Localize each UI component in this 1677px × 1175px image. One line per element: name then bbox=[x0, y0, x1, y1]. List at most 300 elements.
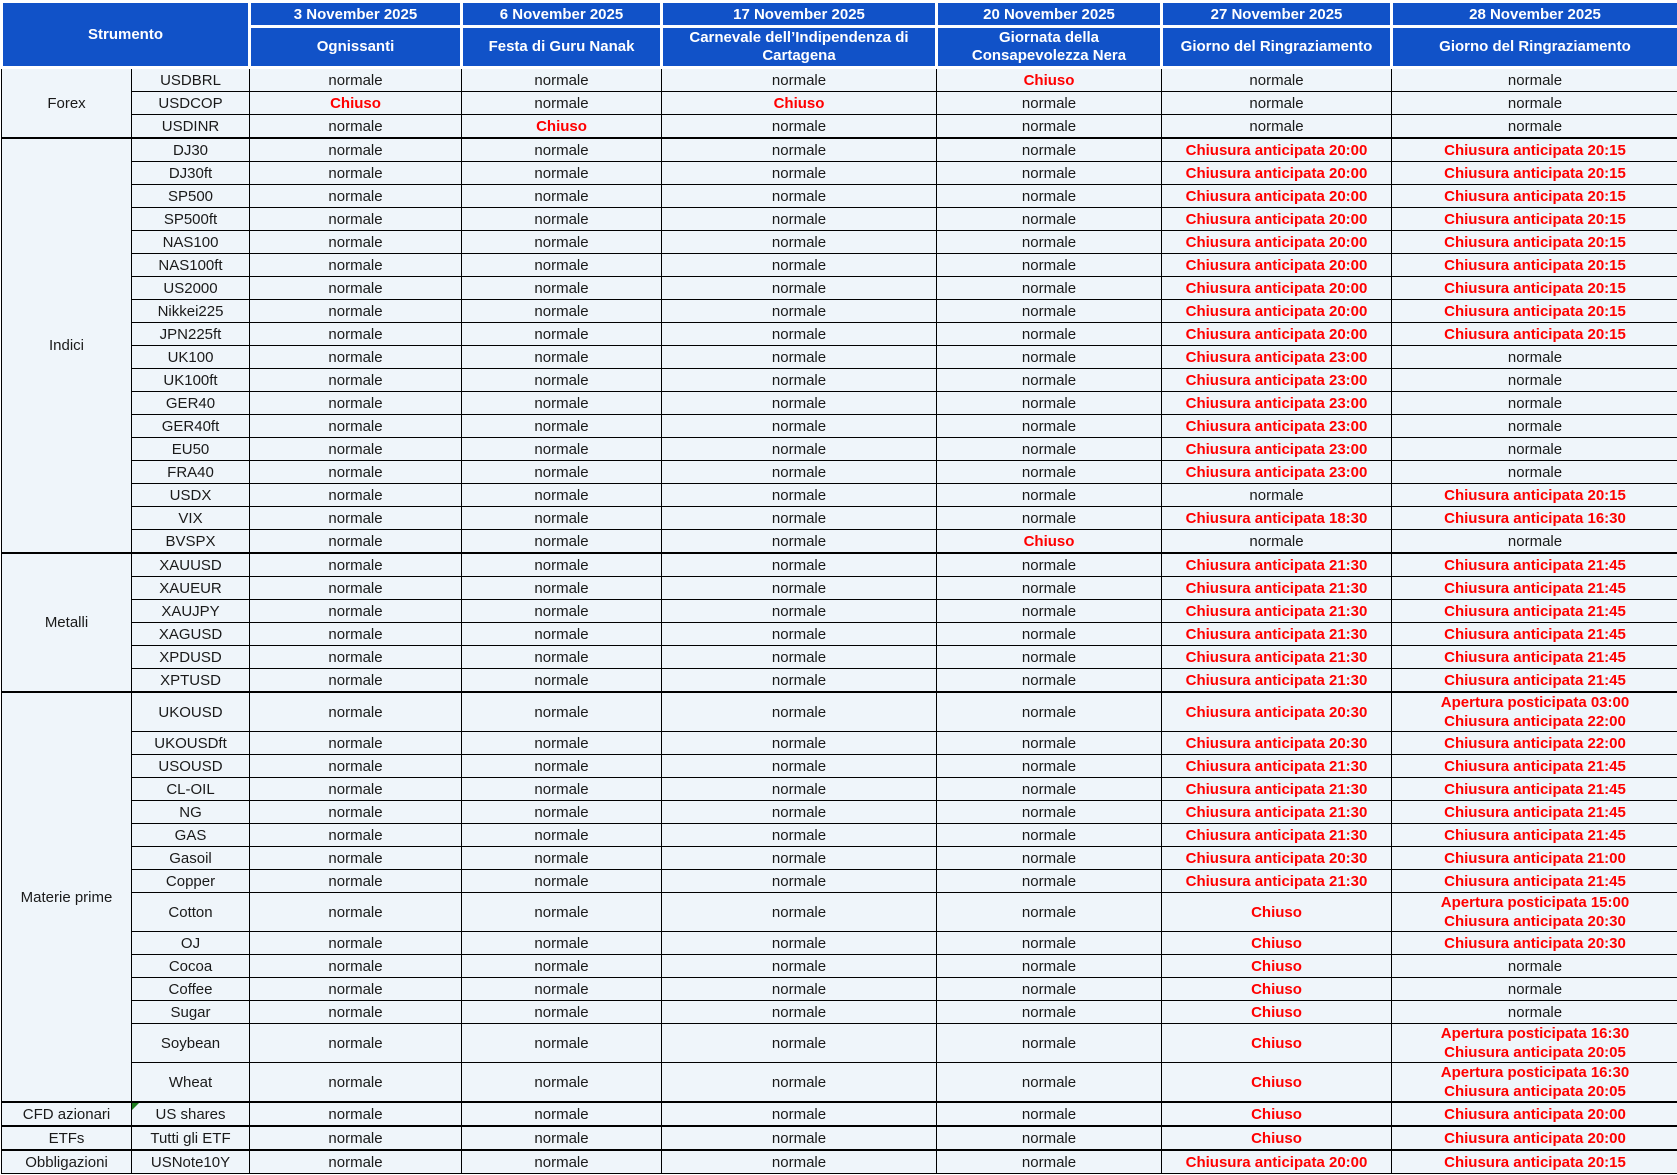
schedule-cell-usdcop-5: normale bbox=[1392, 92, 1677, 115]
schedule-cell-ukousdft-1: normale bbox=[462, 732, 662, 755]
schedule-cell-usdx-0: normale bbox=[250, 484, 462, 507]
schedule-cell-sp500ft-1: normale bbox=[462, 208, 662, 231]
schedule-cell-ger40-5: normale bbox=[1392, 392, 1677, 415]
schedule-cell-wheat-3: normale bbox=[937, 1063, 1162, 1103]
schedule-cell-cl-oil-4: Chiusura anticipata 21:30 bbox=[1162, 778, 1392, 801]
header-holiday-row bbox=[2, 27, 1677, 68]
instrument-cell-usdbrl: USDBRL bbox=[132, 68, 250, 92]
schedule-cell-gasoil-2: normale bbox=[662, 847, 937, 870]
schedule-cell-usdbrl-5: normale bbox=[1392, 68, 1677, 92]
schedule-cell-sugar-2: normale bbox=[662, 1001, 937, 1024]
schedule-cell-us-shares-4: Chiuso bbox=[1162, 1102, 1392, 1126]
schedule-cell-usnote10y-3: normale bbox=[937, 1150, 1162, 1174]
table-row-gasoil bbox=[2, 847, 1677, 870]
schedule-cell-usousd-2: normale bbox=[662, 755, 937, 778]
schedule-cell-xagusd-3: normale bbox=[937, 623, 1162, 646]
table-row-usdinr bbox=[2, 115, 1677, 139]
schedule-cell-xagusd-0: normale bbox=[250, 623, 462, 646]
schedule-cell-nas100ft-1: normale bbox=[462, 254, 662, 277]
schedule-cell-sp500ft-0: normale bbox=[250, 208, 462, 231]
table-row-xptusd bbox=[2, 669, 1677, 693]
schedule-cell-ukousd-2: normale bbox=[662, 692, 937, 732]
instrument-cell-ukousdft: UKOUSDft bbox=[132, 732, 250, 755]
schedule-cell-copper-3: normale bbox=[937, 870, 1162, 893]
schedule-cell-sp500ft-3: normale bbox=[937, 208, 1162, 231]
schedule-cell-ger40ft-2: normale bbox=[662, 415, 937, 438]
schedule-cell-ger40ft-4: Chiusura anticipata 23:00 bbox=[1162, 415, 1392, 438]
table-row-usdcop bbox=[2, 92, 1677, 115]
schedule-cell-nas100-2: normale bbox=[662, 231, 937, 254]
schedule-cell-us-shares-3: normale bbox=[937, 1102, 1162, 1126]
schedule-cell-xaueur-4: Chiusura anticipata 21:30 bbox=[1162, 577, 1392, 600]
schedule-cell-vix-2: normale bbox=[662, 507, 937, 530]
schedule-cell-uk100ft-5: normale bbox=[1392, 369, 1677, 392]
table-row-coffee bbox=[2, 978, 1677, 1001]
instrument-cell-ger40ft: GER40ft bbox=[132, 415, 250, 438]
schedule-cell-usdcop-1: normale bbox=[462, 92, 662, 115]
schedule-cell-sp500ft-4: Chiusura anticipata 20:00 bbox=[1162, 208, 1392, 231]
holiday-header-6-november-2025: Festa di Guru Nanak bbox=[462, 27, 662, 68]
instrument-cell-xaueur: XAUEUR bbox=[132, 577, 250, 600]
schedule-cell-sp500-0: normale bbox=[250, 185, 462, 208]
schedule-cell-us-shares-1: normale bbox=[462, 1102, 662, 1126]
schedule-cell-usdinr-1: Chiuso bbox=[462, 115, 662, 139]
schedule-cell-xaueur-1: normale bbox=[462, 577, 662, 600]
schedule-cell-ng-5: Chiusura anticipata 21:45 bbox=[1392, 801, 1677, 824]
table-row-ger40 bbox=[2, 392, 1677, 415]
instrument-cell-ng: NG bbox=[132, 801, 250, 824]
category-cell-materie-prime: Materie prime bbox=[2, 692, 132, 1102]
schedule-cell-dj30ft-2: normale bbox=[662, 162, 937, 185]
schedule-cell-xptusd-2: normale bbox=[662, 669, 937, 693]
schedule-cell-xpdusd-1: normale bbox=[462, 646, 662, 669]
schedule-cell-jpn225ft-2: normale bbox=[662, 323, 937, 346]
schedule-cell-bvspx-3: Chiuso bbox=[937, 530, 1162, 554]
schedule-cell-usdcop-3: normale bbox=[937, 92, 1162, 115]
instrument-cell-usdx: USDX bbox=[132, 484, 250, 507]
instrument-cell-cocoa: Cocoa bbox=[132, 955, 250, 978]
schedule-cell-sugar-4: Chiuso bbox=[1162, 1001, 1392, 1024]
schedule-cell-sp500-4: Chiusura anticipata 20:00 bbox=[1162, 185, 1392, 208]
schedule-cell-usdbrl-2: normale bbox=[662, 68, 937, 92]
schedule-cell-vix-5: Chiusura anticipata 16:30 bbox=[1392, 507, 1677, 530]
schedule-cell-xaujpy-2: normale bbox=[662, 600, 937, 623]
schedule-cell-usdbrl-3: Chiuso bbox=[937, 68, 1162, 92]
table-row-dj30ft bbox=[2, 162, 1677, 185]
schedule-cell-sp500ft-5: Chiusura anticipata 20:15 bbox=[1392, 208, 1677, 231]
schedule-cell-usdx-4: normale bbox=[1162, 484, 1392, 507]
holiday-header-17-november-2025: Carnevale dell’Indipendenza di Cartagena bbox=[662, 27, 937, 68]
schedule-cell-dj30-4: Chiusura anticipata 20:00 bbox=[1162, 138, 1392, 162]
schedule-cell-bvspx-4: normale bbox=[1162, 530, 1392, 554]
instrument-cell-gasoil: Gasoil bbox=[132, 847, 250, 870]
schedule-cell-xaujpy-5: Chiusura anticipata 21:45 bbox=[1392, 600, 1677, 623]
instrument-cell-usdcop: USDCOP bbox=[132, 92, 250, 115]
schedule-cell-uk100ft-3: normale bbox=[937, 369, 1162, 392]
instrument-cell-tutti-gli-etf: Tutti gli ETF bbox=[132, 1126, 250, 1150]
schedule-cell-bvspx-5: normale bbox=[1392, 530, 1677, 554]
schedule-cell-dj30ft-3: normale bbox=[937, 162, 1162, 185]
schedule-cell-xauusd-4: Chiusura anticipata 21:30 bbox=[1162, 553, 1392, 577]
corner-header-strumento: Strumento bbox=[2, 2, 250, 68]
table-row-fra40 bbox=[2, 461, 1677, 484]
schedule-cell-coffee-2: normale bbox=[662, 978, 937, 1001]
schedule-cell-eu50-2: normale bbox=[662, 438, 937, 461]
schedule-cell-tutti-gli-etf-0: normale bbox=[250, 1126, 462, 1150]
table-row-usousd bbox=[2, 755, 1677, 778]
schedule-cell-ger40ft-3: normale bbox=[937, 415, 1162, 438]
schedule-cell-jpn225ft-1: normale bbox=[462, 323, 662, 346]
instrument-cell-us2000: US2000 bbox=[132, 277, 250, 300]
schedule-cell-tutti-gli-etf-2: normale bbox=[662, 1126, 937, 1150]
schedule-cell-uk100-3: normale bbox=[937, 346, 1162, 369]
schedule-cell-nas100ft-0: normale bbox=[250, 254, 462, 277]
instrument-cell-soybean: Soybean bbox=[132, 1024, 250, 1063]
schedule-cell-cotton-3: normale bbox=[937, 893, 1162, 932]
schedule-cell-ng-1: normale bbox=[462, 801, 662, 824]
schedule-cell-uk100-4: Chiusura anticipata 23:00 bbox=[1162, 346, 1392, 369]
schedule-cell-bvspx-2: normale bbox=[662, 530, 937, 554]
instrument-cell-bvspx: BVSPX bbox=[132, 530, 250, 554]
schedule-cell-nikkei225-1: normale bbox=[462, 300, 662, 323]
schedule-cell-ger40-4: Chiusura anticipata 23:00 bbox=[1162, 392, 1392, 415]
schedule-cell-gasoil-0: normale bbox=[250, 847, 462, 870]
schedule-cell-usdbrl-4: normale bbox=[1162, 68, 1392, 92]
schedule-cell-cotton-5 bbox=[1392, 893, 1677, 932]
schedule-cell-uk100ft-4: Chiusura anticipata 23:00 bbox=[1162, 369, 1392, 392]
schedule-cell-xauusd-3: normale bbox=[937, 553, 1162, 577]
schedule-cell-cl-oil-5: Chiusura anticipata 21:45 bbox=[1392, 778, 1677, 801]
schedule-cell-dj30-5: Chiusura anticipata 20:15 bbox=[1392, 138, 1677, 162]
schedule-cell-dj30ft-5: Chiusura anticipata 20:15 bbox=[1392, 162, 1677, 185]
schedule-cell-usdinr-0: normale bbox=[250, 115, 462, 139]
table-row-xaujpy bbox=[2, 600, 1677, 623]
schedule-cell-sugar-5: normale bbox=[1392, 1001, 1677, 1024]
table-row-sugar bbox=[2, 1001, 1677, 1024]
schedule-cell-ukousd-5 bbox=[1392, 692, 1677, 732]
schedule-cell-us2000-3: normale bbox=[937, 277, 1162, 300]
schedule-cell-xpdusd-5: Chiusura anticipata 21:45 bbox=[1392, 646, 1677, 669]
schedule-cell-jpn225ft-5: Chiusura anticipata 20:15 bbox=[1392, 323, 1677, 346]
schedule-cell-copper-4: Chiusura anticipata 21:30 bbox=[1162, 870, 1392, 893]
instrument-cell-sp500: SP500 bbox=[132, 185, 250, 208]
schedule-cell-cl-oil-1: normale bbox=[462, 778, 662, 801]
table-row-dj30 bbox=[2, 138, 1677, 162]
table-row-ng bbox=[2, 801, 1677, 824]
date-header-27-november-2025: 27 November 2025 bbox=[1162, 2, 1392, 27]
instrument-cell-eu50: EU50 bbox=[132, 438, 250, 461]
schedule-cell-cocoa-4: Chiuso bbox=[1162, 955, 1392, 978]
schedule-cell-tutti-gli-etf-4: Chiuso bbox=[1162, 1126, 1392, 1150]
schedule-cell-gasoil-5: Chiusura anticipata 21:00 bbox=[1392, 847, 1677, 870]
instrument-cell-gas: GAS bbox=[132, 824, 250, 847]
schedule-cell-coffee-5: normale bbox=[1392, 978, 1677, 1001]
schedule-cell-xptusd-1: normale bbox=[462, 669, 662, 693]
schedule-cell-xaujpy-4: Chiusura anticipata 21:30 bbox=[1162, 600, 1392, 623]
schedule-cell-usdcop-2: Chiuso bbox=[662, 92, 937, 115]
table-row-sp500 bbox=[2, 185, 1677, 208]
schedule-cell-wheat-0: normale bbox=[250, 1063, 462, 1103]
schedule-cell-us-shares-2: normale bbox=[662, 1102, 937, 1126]
schedule-cell-wheat-5 bbox=[1392, 1063, 1677, 1103]
instrument-cell-nikkei225: Nikkei225 bbox=[132, 300, 250, 323]
schedule-cell-us2000-5: Chiusura anticipata 20:15 bbox=[1392, 277, 1677, 300]
schedule-cell-ng-4: Chiusura anticipata 21:30 bbox=[1162, 801, 1392, 824]
table-row-eu50 bbox=[2, 438, 1677, 461]
schedule-cell-usousd-5: Chiusura anticipata 21:45 bbox=[1392, 755, 1677, 778]
schedule-cell-usnote10y-5: Chiusura anticipata 20:15 bbox=[1392, 1150, 1677, 1174]
schedule-cell-fra40-1: normale bbox=[462, 461, 662, 484]
category-cell-forex: Forex bbox=[2, 68, 132, 139]
schedule-cell-ger40ft-0: normale bbox=[250, 415, 462, 438]
schedule-cell-dj30-3: normale bbox=[937, 138, 1162, 162]
schedule-cell-vix-1: normale bbox=[462, 507, 662, 530]
schedule-cell-ng-0: normale bbox=[250, 801, 462, 824]
table-row-usnote10y bbox=[2, 1150, 1677, 1174]
schedule-cell-cocoa-5: normale bbox=[1392, 955, 1677, 978]
schedule-cell-copper-5: Chiusura anticipata 21:45 bbox=[1392, 870, 1677, 893]
date-header-20-november-2025: 20 November 2025 bbox=[937, 2, 1162, 27]
table-row-uk100 bbox=[2, 346, 1677, 369]
schedule-cell-gas-2: normale bbox=[662, 824, 937, 847]
schedule-cell-ger40-1: normale bbox=[462, 392, 662, 415]
schedule-cell-cl-oil-2: normale bbox=[662, 778, 937, 801]
schedule-cell-ger40-0: normale bbox=[250, 392, 462, 415]
table-row-ukousd bbox=[2, 692, 1677, 732]
instrument-cell-usousd: USOUSD bbox=[132, 755, 250, 778]
schedule-cell-xaujpy-1: normale bbox=[462, 600, 662, 623]
schedule-cell-uk100ft-1: normale bbox=[462, 369, 662, 392]
schedule-cell-dj30ft-0: normale bbox=[250, 162, 462, 185]
instrument-cell-oj: OJ bbox=[132, 932, 250, 955]
table-row-nikkei225 bbox=[2, 300, 1677, 323]
instrument-cell-nas100: NAS100 bbox=[132, 231, 250, 254]
instrument-cell-xaujpy: XAUJPY bbox=[132, 600, 250, 623]
table-row-ukousdft bbox=[2, 732, 1677, 755]
instrument-cell-fra40: FRA40 bbox=[132, 461, 250, 484]
schedule-cell-ger40-2: normale bbox=[662, 392, 937, 415]
schedule-cell-usousd-4: Chiusura anticipata 21:30 bbox=[1162, 755, 1392, 778]
table-row-cotton bbox=[2, 893, 1677, 932]
schedule-cell-gas-3: normale bbox=[937, 824, 1162, 847]
schedule-cell-vix-3: normale bbox=[937, 507, 1162, 530]
schedule-cell-ukousdft-2: normale bbox=[662, 732, 937, 755]
schedule-cell-cocoa-0: normale bbox=[250, 955, 462, 978]
schedule-cell-uk100-5: normale bbox=[1392, 346, 1677, 369]
schedule-cell-nikkei225-5: Chiusura anticipata 20:15 bbox=[1392, 300, 1677, 323]
schedule-cell-bvspx-0: normale bbox=[250, 530, 462, 554]
category-cell-indici: Indici bbox=[2, 138, 132, 553]
schedule-cell-gasoil-3: normale bbox=[937, 847, 1162, 870]
schedule-cell-bvspx-1: normale bbox=[462, 530, 662, 554]
schedule-cell-sp500ft-2: normale bbox=[662, 208, 937, 231]
table-row-cocoa bbox=[2, 955, 1677, 978]
schedule-cell-oj-5: Chiusura anticipata 20:30 bbox=[1392, 932, 1677, 955]
schedule-cell-soybean-3: normale bbox=[937, 1024, 1162, 1063]
schedule-cell-xaujpy-0: normale bbox=[250, 600, 462, 623]
table-row-nas100ft bbox=[2, 254, 1677, 277]
schedule-cell-xaujpy-3: normale bbox=[937, 600, 1162, 623]
instrument-cell-us-shares: US shares bbox=[132, 1102, 250, 1126]
instrument-cell-coffee: Coffee bbox=[132, 978, 250, 1001]
schedule-cell-eu50-3: normale bbox=[937, 438, 1162, 461]
schedule-cell-xauusd-1: normale bbox=[462, 553, 662, 577]
schedule-cell-usousd-1: normale bbox=[462, 755, 662, 778]
schedule-cell-cl-oil-3: normale bbox=[937, 778, 1162, 801]
table-row-oj bbox=[2, 932, 1677, 955]
schedule-cell-usousd-0: normale bbox=[250, 755, 462, 778]
schedule-cell-xpdusd-3: normale bbox=[937, 646, 1162, 669]
schedule-cell-usousd-3: normale bbox=[937, 755, 1162, 778]
schedule-cell-uk100-2: normale bbox=[662, 346, 937, 369]
instrument-cell-uk100: UK100 bbox=[132, 346, 250, 369]
instrument-cell-xpdusd: XPDUSD bbox=[132, 646, 250, 669]
schedule-cell-wheat-1: normale bbox=[462, 1063, 662, 1103]
schedule-cell-nikkei225-4: Chiusura anticipata 20:00 bbox=[1162, 300, 1392, 323]
schedule-cell-xauusd-0: normale bbox=[250, 553, 462, 577]
schedule-cell-us-shares-5: Chiusura anticipata 20:00 bbox=[1392, 1102, 1677, 1126]
schedule-cell-uk100-1: normale bbox=[462, 346, 662, 369]
table-row-nas100 bbox=[2, 231, 1677, 254]
table-row-xaueur bbox=[2, 577, 1677, 600]
schedule-cell-usnote10y-2: normale bbox=[662, 1150, 937, 1174]
schedule-cell-ukousd-1: normale bbox=[462, 692, 662, 732]
schedule-cell-usdbrl-0: normale bbox=[250, 68, 462, 92]
schedule-cell-cotton-0: normale bbox=[250, 893, 462, 932]
schedule-cell-eu50-1: normale bbox=[462, 438, 662, 461]
schedule-cell-ng-2: normale bbox=[662, 801, 937, 824]
schedule-cell-usdcop-4: normale bbox=[1162, 92, 1392, 115]
schedule-cell-usdx-5: Chiusura anticipata 20:15 bbox=[1392, 484, 1677, 507]
date-header-6-november-2025: 6 November 2025 bbox=[462, 2, 662, 27]
schedule-cell-sugar-0: normale bbox=[250, 1001, 462, 1024]
schedule-line: Chiusura anticipata 20:30 bbox=[1444, 913, 1626, 930]
schedule-cell-xptusd-5: Chiusura anticipata 21:45 bbox=[1392, 669, 1677, 693]
table-row-uk100ft bbox=[2, 369, 1677, 392]
table-row-xauusd bbox=[2, 553, 1677, 577]
category-cell-metalli: Metalli bbox=[2, 553, 132, 692]
schedule-cell-usdx-3: normale bbox=[937, 484, 1162, 507]
holiday-header-27-november-2025: Giorno del Ringraziamento bbox=[1162, 27, 1392, 68]
schedule-cell-sp500-3: normale bbox=[937, 185, 1162, 208]
schedule-cell-coffee-3: normale bbox=[937, 978, 1162, 1001]
schedule-cell-ukousdft-0: normale bbox=[250, 732, 462, 755]
table-row-wheat bbox=[2, 1063, 1677, 1103]
table-row-jpn225ft bbox=[2, 323, 1677, 346]
table-row-cl-oil bbox=[2, 778, 1677, 801]
schedule-cell-sugar-3: normale bbox=[937, 1001, 1162, 1024]
schedule-cell-eu50-0: normale bbox=[250, 438, 462, 461]
schedule-cell-gas-1: normale bbox=[462, 824, 662, 847]
schedule-cell-dj30-0: normale bbox=[250, 138, 462, 162]
schedule-cell-vix-0: normale bbox=[250, 507, 462, 530]
schedule-cell-dj30-2: normale bbox=[662, 138, 937, 162]
schedule-cell-sugar-1: normale bbox=[462, 1001, 662, 1024]
schedule-cell-xauusd-2: normale bbox=[662, 553, 937, 577]
table-row-vix bbox=[2, 507, 1677, 530]
schedule-cell-nas100-3: normale bbox=[937, 231, 1162, 254]
schedule-cell-ukousdft-3: normale bbox=[937, 732, 1162, 755]
holiday-header-3-november-2025: Ognissanti bbox=[250, 27, 462, 68]
category-cell-cfd-azionari: CFD azionari bbox=[2, 1102, 132, 1126]
schedule-cell-sp500-1: normale bbox=[462, 185, 662, 208]
schedule-cell-cotton-2: normale bbox=[662, 893, 937, 932]
schedule-cell-ng-3: normale bbox=[937, 801, 1162, 824]
schedule-cell-usnote10y-0: normale bbox=[250, 1150, 462, 1174]
schedule-cell-xpdusd-4: Chiusura anticipata 21:30 bbox=[1162, 646, 1392, 669]
schedule-cell-xptusd-0: normale bbox=[250, 669, 462, 693]
schedule-cell-tutti-gli-etf-3: normale bbox=[937, 1126, 1162, 1150]
schedule-cell-dj30-1: normale bbox=[462, 138, 662, 162]
schedule-cell-gas-0: normale bbox=[250, 824, 462, 847]
schedule-cell-fra40-4: Chiusura anticipata 23:00 bbox=[1162, 461, 1392, 484]
schedule-cell-xagusd-2: normale bbox=[662, 623, 937, 646]
instrument-cell-dj30ft: DJ30ft bbox=[132, 162, 250, 185]
schedule-line: Apertura posticipata 03:00 bbox=[1440, 694, 1630, 711]
schedule-cell-xaueur-5: Chiusura anticipata 21:45 bbox=[1392, 577, 1677, 600]
table-row-bvspx bbox=[2, 530, 1677, 554]
schedule-cell-tutti-gli-etf-5: Chiusura anticipata 20:00 bbox=[1392, 1126, 1677, 1150]
header-date-row bbox=[2, 2, 1677, 27]
schedule-cell-nas100ft-4: Chiusura anticipata 20:00 bbox=[1162, 254, 1392, 277]
schedule-cell-sp500-5: Chiusura anticipata 20:15 bbox=[1392, 185, 1677, 208]
schedule-cell-usdcop-0: Chiuso bbox=[250, 92, 462, 115]
table-row-tutti-gli-etf bbox=[2, 1126, 1677, 1150]
instrument-cell-xagusd: XAGUSD bbox=[132, 623, 250, 646]
schedule-cell-oj-0: normale bbox=[250, 932, 462, 955]
schedule-cell-uk100-0: normale bbox=[250, 346, 462, 369]
schedule-cell-us2000-1: normale bbox=[462, 277, 662, 300]
schedule-cell-fra40-3: normale bbox=[937, 461, 1162, 484]
schedule-cell-nikkei225-0: normale bbox=[250, 300, 462, 323]
instrument-cell-sp500ft: SP500ft bbox=[132, 208, 250, 231]
schedule-cell-jpn225ft-4: Chiusura anticipata 20:00 bbox=[1162, 323, 1392, 346]
schedule-cell-usdinr-2: normale bbox=[662, 115, 937, 139]
instrument-cell-xptusd: XPTUSD bbox=[132, 669, 250, 693]
schedule-cell-fra40-0: normale bbox=[250, 461, 462, 484]
schedule-cell-nas100-5: Chiusura anticipata 20:15 bbox=[1392, 231, 1677, 254]
schedule-cell-cotton-1: normale bbox=[462, 893, 662, 932]
instrument-cell-jpn225ft: JPN225ft bbox=[132, 323, 250, 346]
schedule-cell-cotton-4: Chiuso bbox=[1162, 893, 1392, 932]
schedule-cell-ukousd-0: normale bbox=[250, 692, 462, 732]
category-cell-etfs: ETFs bbox=[2, 1126, 132, 1150]
holiday-header-20-november-2025: Giornata della Consapevolezza Nera bbox=[937, 27, 1162, 68]
instrument-cell-cotton: Cotton bbox=[132, 893, 250, 932]
instrument-cell-usdinr: USDINR bbox=[132, 115, 250, 139]
schedule-cell-wheat-2: normale bbox=[662, 1063, 937, 1103]
schedule-cell-usdinr-5: normale bbox=[1392, 115, 1677, 139]
schedule-cell-us-shares-0: normale bbox=[250, 1102, 462, 1126]
schedule-cell-dj30ft-1: normale bbox=[462, 162, 662, 185]
schedule-cell-copper-0: normale bbox=[250, 870, 462, 893]
schedule-line: Chiusura anticipata 20:05 bbox=[1444, 1083, 1626, 1100]
schedule-cell-ger40ft-5: normale bbox=[1392, 415, 1677, 438]
instrument-cell-xauusd: XAUUSD bbox=[132, 553, 250, 577]
table-row-copper bbox=[2, 870, 1677, 893]
schedule-cell-oj-3: normale bbox=[937, 932, 1162, 955]
schedule-cell-xaueur-2: normale bbox=[662, 577, 937, 600]
instrument-cell-vix: VIX bbox=[132, 507, 250, 530]
table-row-us-shares bbox=[2, 1102, 1677, 1126]
schedule-cell-oj-2: normale bbox=[662, 932, 937, 955]
schedule-cell-nas100ft-2: normale bbox=[662, 254, 937, 277]
table-row-us2000 bbox=[2, 277, 1677, 300]
schedule-cell-xagusd-5: Chiusura anticipata 21:45 bbox=[1392, 623, 1677, 646]
schedule-cell-oj-4: Chiuso bbox=[1162, 932, 1392, 955]
schedule-cell-jpn225ft-0: normale bbox=[250, 323, 462, 346]
schedule-cell-copper-2: normale bbox=[662, 870, 937, 893]
